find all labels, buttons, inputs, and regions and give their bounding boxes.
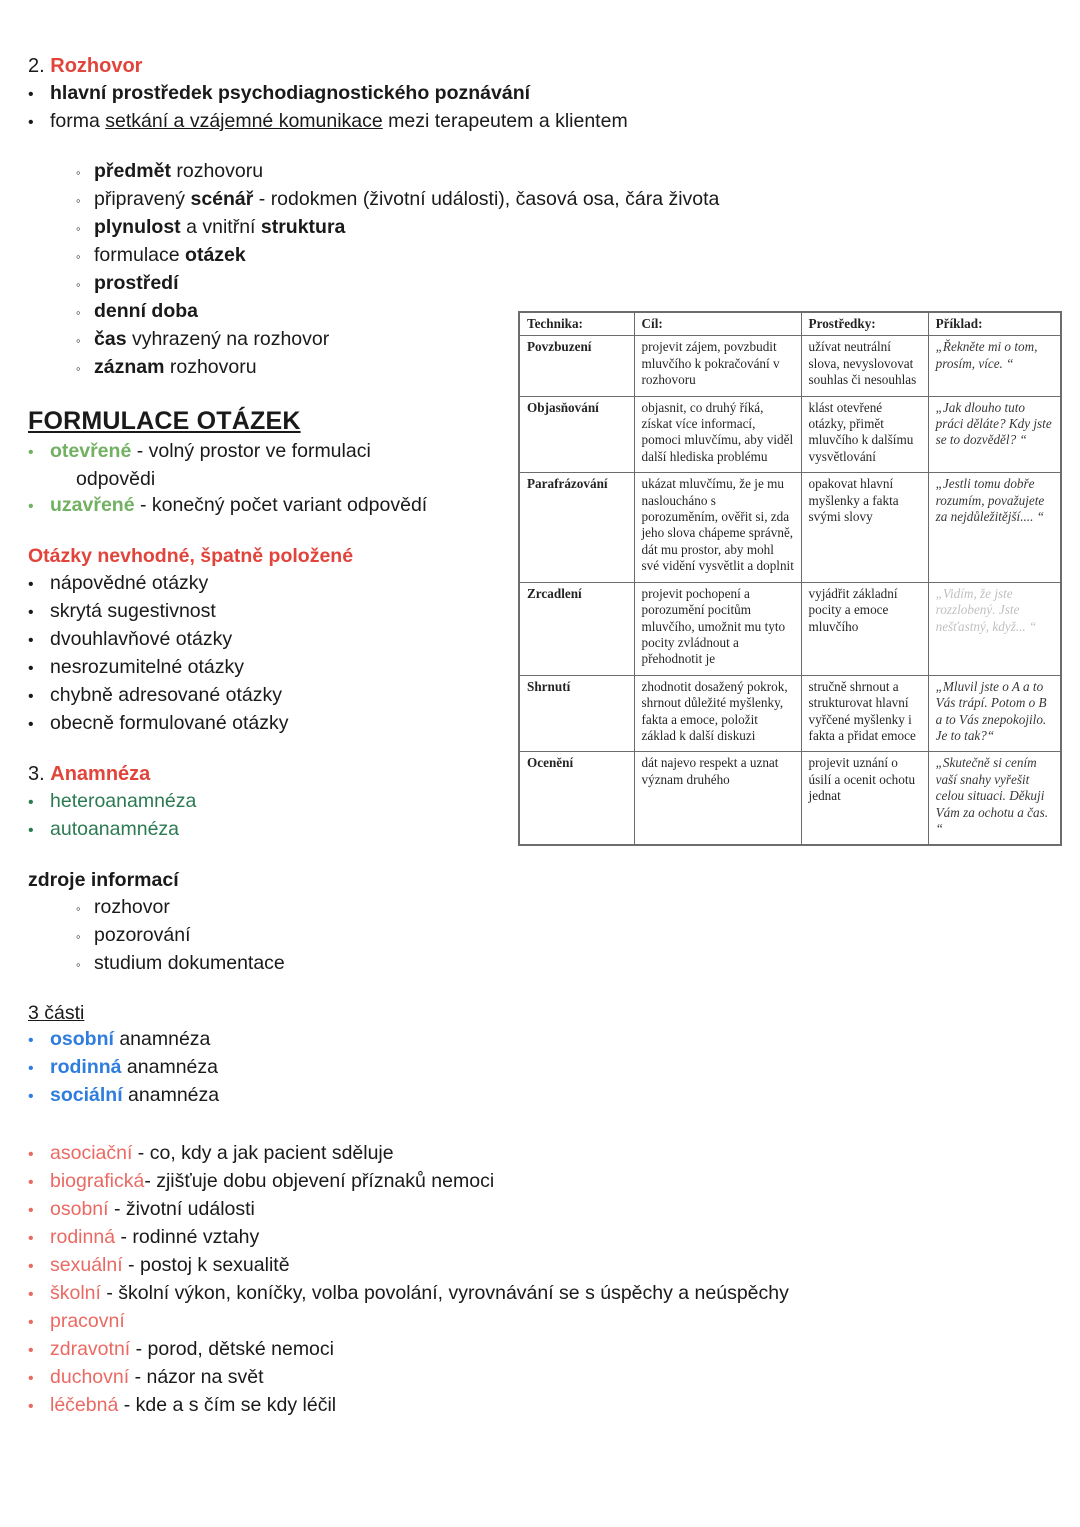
nevhodne-item-1-text: nápovědné otázky [50,572,209,594]
kind-item-8-term: zdravotní [50,1338,131,1360]
rozhovor-sub-1 [28,158,928,186]
rozhovor-sub-2-term: scénář [190,188,254,210]
nevhodne-item-4-text: nesrozumitelné otázky [50,656,245,678]
cell-priklad: „Řekněte mi o tom, prosím, více. “ [928,336,1060,396]
kind-item-4 [28,1224,928,1252]
kind-item-2 [28,1168,928,1196]
kind-item-6-rest: - školní výkon, koníčky, volba povolání, vyrovnávání se s úspěchy a neúspěchy [100,1282,789,1304]
casti-item-2-rest: anamnéza [121,1056,218,1078]
kind-item-10-term: léčebná [50,1394,119,1416]
cell-prostredky: užívat neutrální slova, nevyslovovat souhlas či nesouhlas [801,336,928,396]
cell-technika: Povzbuzení [520,336,635,396]
casti-item-1 [28,1026,928,1054]
heading-rozhovor-title: Rozhovor [50,55,143,77]
kind-item-4-term: rodinná [50,1226,116,1248]
rozhovor-sub-4-term: otázek [185,244,246,266]
bullet-dot-icon: • [28,1314,34,1331]
formulace-item-2-desc: - konečný počet variant odpovědí [134,494,428,516]
rozhovor-sub-7-term: čas [94,328,127,350]
heading-formulace-otazek: FORMULACE OTÁZEK [28,407,301,435]
heading-rozhovor-number: 2. [28,55,45,77]
table-header-row [520,313,1061,336]
table-row [520,752,1061,845]
kind-item-5-term: sexuální [50,1254,123,1276]
bullet-circle-icon: ◦ [76,901,81,916]
kind-item-1-term: asociační [50,1142,133,1164]
zdroje-item-1 [28,894,928,922]
zdroje-item-2 [28,922,928,950]
heading-otazky-nevhodne: Otázky nevhodné, špatně položené [28,545,354,567]
kind-item-7 [28,1308,928,1336]
bullet-dot-icon: • [28,1146,34,1163]
nevhodne-item-5-text: chybně adresované otázky [50,684,282,706]
zdroje-item-2-text: pozorování [94,924,191,946]
cell-cil: projevit pochopení a porozumění pocitům mluvčího, umožnit mu tyto pocity zvládnout a přehodnotit je [634,582,801,675]
rozhovor-sub-5-term: prostředí [94,272,179,294]
bullet-dot-icon: • [28,1342,34,1359]
rozhovor-sub-6-term: denní doba [94,300,198,322]
kind-item-5 [28,1252,928,1280]
nevhodne-item-2-text: skrytá sugestivnost [50,600,216,622]
bullet-circle-icon: ◦ [76,165,81,180]
bullet-dot-icon: • [28,604,34,621]
kind-item-3-rest: - životní události [108,1198,255,1220]
cell-technika: Objasňování [520,396,635,473]
zdroje-item-3-text: studium dokumentace [94,952,285,974]
kind-item-2-term: biografická [50,1170,145,1192]
kind-item-1 [28,1140,928,1168]
kind-item-3 [28,1196,928,1224]
zdroje-item-1-text: rozhovor [94,896,170,918]
rozhovor-sub-4-pre: formulace [94,244,186,266]
kind-item-8-rest: - porod, dětské nemoci [130,1338,334,1360]
rozhovor-bullet-1-text: hlavní prostředek psychodiagnostického poznávání [50,82,531,104]
rozhovor-sub-8-rest: rozhovoru [164,356,257,378]
bullet-circle-icon: ◦ [76,333,81,348]
rozhovor-sub-7-rest: vyhrazený na rozhovor [126,328,330,350]
casti-item-2-term: rodinná [50,1056,122,1078]
rozhovor-sub-3-mid: a vnitřní [180,216,261,238]
cell-cil: ukázat mluvčímu, že je mu nasloucháno s porozuměním, ověřit si, zda jeho slova chápeme správně, dát mu prostor, aby mohl své vidění vysvětlit a doplnit [634,473,801,582]
bullet-circle-icon: ◦ [76,249,81,264]
cell-priklad: „Skutečně si cením vaší snahy vyřešit celou situaci. Děkuji Vám za ochotu a čas. “ [928,752,1060,845]
rozhovor-sub-5 [28,270,928,298]
heading-anamneza-number: 3. [28,763,45,785]
bullet-dot-icon: • [28,716,34,733]
kind-item-9-rest: - názor na svět [129,1366,264,1388]
bullet-dot-icon: • [28,794,34,811]
heading-3-casti: 3 části [28,1002,85,1024]
cell-priklad: „Mluvil jste o A a to Vás trápí. Potom o B a to Vás znepokojilo. Je to tak?“ [928,675,1060,752]
bullet-dot-icon: • [28,822,34,839]
kind-item-5-rest: - postoj k sexualitě [122,1254,290,1276]
bullet-dot-icon: • [28,444,34,461]
rozhovor-bullet-1 [28,80,928,108]
bullet-dot-icon: • [28,1032,34,1049]
rozhovor-sub-2-rest: - rodokmen (životní události), časová osa, čára života [253,188,720,210]
heading-3-casti-wrap [28,1000,928,1026]
rozhovor-sub-1-rest: rozhovoru [170,160,264,182]
cell-prostredky: opakovat hlavní myšlenky a fakta svými slovy [801,473,928,582]
bullet-circle-icon: ◦ [76,929,81,944]
cell-technika: Shrnutí [520,675,635,752]
anamneza-type-1-text: heteroanamnéza [50,790,197,812]
table-row [520,396,1061,473]
cell-technika: Parafrázování [520,473,635,582]
kind-item-2-rest: - zjišťuje dobu objevení příznaků nemoci [144,1170,495,1192]
formulace-item-2-term: uzavřené [50,494,135,516]
rozhovor-sub-3-term2: struktura [260,216,346,238]
table-row [520,473,1061,582]
table-row [520,582,1061,675]
heading-anamneza-title: Anamnéza [50,763,151,785]
kind-item-3-term: osobní [50,1198,109,1220]
cell-prostredky: projevit uznání o úsilí a ocenit ochotu jednat [801,752,928,845]
bullet-dot-icon: • [28,1202,34,1219]
rozhovor-sub-2 [28,186,928,214]
kind-item-8 [28,1336,928,1364]
rozhovor-sub-3-term: plynulost [94,216,181,238]
formulace-item-1-desc: - volný prostor ve formulaci [131,440,371,462]
bullet-circle-icon: ◦ [76,221,81,236]
rozhovor-sub-4 [28,242,928,270]
kind-item-6-term: školní [50,1282,101,1304]
bullet-dot-icon: • [28,114,34,131]
casti-item-1-term: osobní [50,1028,114,1050]
technique-table [518,311,1062,846]
casti-item-2 [28,1054,928,1082]
cell-cil: projevit zájem, povzbudit mluvčího k pokračování v rozhovoru [634,336,801,396]
kind-item-6 [28,1280,928,1308]
bullet-dot-icon: • [28,1088,34,1105]
table-header-cil: Cíl: [634,313,801,336]
bullet-dot-icon: • [28,1258,34,1275]
kind-item-1-rest: - co, kdy a jak pacient sděluje [132,1142,394,1164]
table-header-technika: Technika: [520,313,635,336]
kind-item-10 [28,1392,928,1420]
cell-priklad: „Jestli tomu dobře rozumím, považujete za nejdůležitější.... “ [928,473,1060,582]
anamneza-type-2-text: autoanamnéza [50,818,180,840]
bullet-circle-icon: ◦ [76,193,81,208]
bullet-dot-icon: • [28,688,34,705]
bullet-circle-icon: ◦ [76,361,81,376]
formulace-item-1-term: otevřené [50,440,132,462]
rozhovor-bullet-2-prefix: forma [50,110,106,132]
formulace-item-1-desc2: odpovědi [76,468,156,490]
kind-item-10-rest: - kde a s čím se kdy léčil [118,1394,337,1416]
rozhovor-bullet-2-underline: setkání a vzájemné komunikace [105,110,383,132]
cell-technika: Zrcadlení [520,582,635,675]
heading-rozhovor [28,52,928,80]
rozhovor-sub-2-pre: připravený [94,188,191,210]
casti-item-3 [28,1082,928,1110]
cell-cil: objasnit, co druhý říká, získat více informací, pomoci mluvčímu, aby viděl další hlediska problému [634,396,801,473]
cell-prostredky: klást otevřené otázky, přimět mluvčího k dalšímu vysvětlování [801,396,928,473]
bullet-dot-icon: • [28,632,34,649]
kind-item-4-rest: - rodinné vztahy [115,1226,260,1248]
kind-item-7-term: pracovní [50,1310,125,1332]
rozhovor-sub-8-term: záznam [94,356,165,378]
casti-item-1-rest: anamnéza [113,1028,211,1050]
heading-zdroje-informaci: zdroje informací [28,869,179,891]
cell-technika: Ocenění [520,752,635,845]
table-row [520,675,1061,752]
table-header-priklad: Příklad: [928,313,1060,336]
cell-prostredky: stručně shrnout a strukturovat hlavní vyřčené myšlenky i fakta a přidat emoce [801,675,928,752]
rozhovor-sub-3 [28,214,928,242]
bullet-dot-icon: • [28,576,34,593]
bullet-dot-icon: • [28,660,34,677]
zdroje-item-3 [28,950,928,978]
bullet-dot-icon: • [28,1060,34,1077]
kind-item-9-term: duchovní [50,1366,130,1388]
bullet-dot-icon: • [28,498,34,515]
bullet-dot-icon: • [28,1370,34,1387]
cell-priklad: „Vidím, že jste rozzlobený. Jste nešťastný, když... “ [928,582,1060,675]
cell-cil: zhodnotit dosažený pokrok, shrnout důležité myšlenky, fakta a emoce, položit základ k další diskuzi [634,675,801,752]
rozhovor-sub-1-term: předmět [94,160,171,182]
casti-item-3-rest: anamnéza [122,1084,220,1106]
bullet-dot-icon: • [28,86,34,103]
rozhovor-bullet-2-suffix: mezi terapeutem a klientem [382,110,628,132]
cell-priklad: „Jak dlouho tuto práci děláte? Kdy jste se to dozvěděl? “ [928,396,1060,473]
bullet-circle-icon: ◦ [76,957,81,972]
bullet-circle-icon: ◦ [76,305,81,320]
rozhovor-bullet-2 [28,108,928,136]
bullet-circle-icon: ◦ [76,277,81,292]
nevhodne-item-3-text: dvouhlavňové otázky [50,628,233,650]
bullet-dot-icon: • [28,1174,34,1191]
table-row [520,336,1061,396]
bullet-dot-icon: • [28,1286,34,1303]
bullet-dot-icon: • [28,1398,34,1415]
casti-item-3-term: sociální [50,1084,123,1106]
cell-cil: dát najevo respekt a uznat význam druhého [634,752,801,845]
nevhodne-item-6-text: obecně formulované otázky [50,712,289,734]
cell-prostredky: vyjádřit základní pocity a emoce mluvčího [801,582,928,675]
kind-item-9 [28,1364,928,1392]
bullet-dot-icon: • [28,1230,34,1247]
table-header-prostredky: Prostředky: [801,313,928,336]
